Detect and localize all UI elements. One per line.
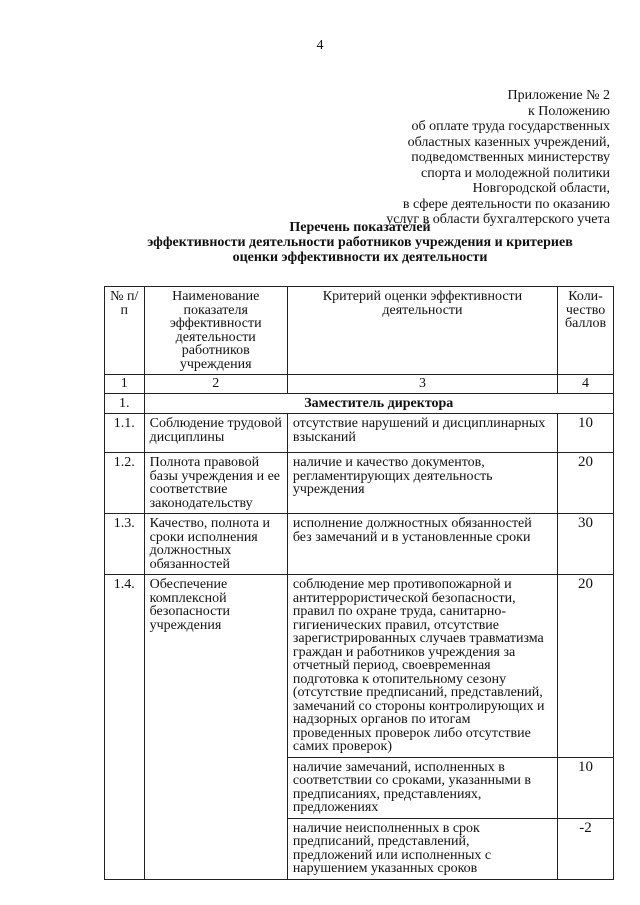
table-row (105, 514, 614, 575)
criteria-cell: соблюдение мер противопожарной и антитеррористической безопасности, правил по охране труда, санитарно-гигиенических правил, отсутствие зарегистрированных случаев травматизма граждан и работников учреждения за отчетный период, своевременная подготовка к отопительному сезону (отсутствие предписаний, представлений, замечаний со стороны контролирующих и надзорных органов по итогам проведенных проверок либо отсутствие самих проверок) (287, 575, 557, 758)
indicator-cell: Соблюдение трудовой дисциплины (144, 414, 287, 453)
criteria-cell: отсутствие нарушений и дисциплинарных взысканий (287, 414, 557, 453)
table-row (105, 575, 614, 758)
page-number: 4 (316, 38, 324, 53)
document-title (120, 220, 600, 265)
title-line: эффективности деятельности работников учреждения и критериев (147, 235, 573, 250)
section-number: 1. (105, 393, 145, 414)
row-number: 1.2. (105, 453, 145, 514)
header-cell: Критерий оценки эффективности деятельности (287, 287, 557, 375)
column-number: 2 (144, 375, 287, 394)
row-number: 1.4. (105, 575, 145, 880)
section-title: Заместитель директора (144, 393, 613, 414)
points-cell: 10 (558, 757, 614, 818)
column-number: 1 (105, 375, 145, 394)
indicators-table (104, 286, 614, 880)
appendix-line: об оплате труда государственных (411, 119, 610, 134)
points-cell: 10 (558, 414, 614, 453)
criteria-cell: наличие неисполненных в срок предписаний, представлений, предложений или исполненных с нарушением указанных сроков (287, 818, 557, 879)
appendix-line: областных казенных учреждений, (407, 134, 610, 150)
indicator-cell: Полнота правовой базы учреждения и ее соответствие законодательству (144, 453, 287, 514)
criteria-cell: исполнение должностных обязанностей без замечаний и в установленные сроки (287, 514, 557, 575)
column-number-row (105, 375, 614, 394)
appendix-line: в сфере деятельности по оказанию (402, 196, 610, 212)
row-number: 1.3. (105, 514, 145, 575)
table-row (105, 414, 614, 453)
appendix-header (330, 88, 610, 228)
table-header-row (105, 287, 614, 375)
header-cell: № п/п (105, 287, 145, 375)
points-cell: -2 (558, 818, 614, 879)
appendix-line: Приложение № 2 (507, 88, 610, 103)
column-number: 3 (287, 375, 557, 394)
title-line: Перечень показателей (289, 220, 431, 235)
row-number: 1.1. (105, 414, 145, 453)
header-cell: Коли-чество баллов (558, 287, 614, 375)
criteria-cell: наличие замечаний, исполненных в соответствии со сроками, указанными в предписаниях, представлениях, предложениях (287, 757, 557, 818)
header-cell: Наименование показателя эффективности деятельности работников учреждения (144, 287, 287, 375)
criteria-cell: наличие и качество документов, регламентирующих деятельность учреждения (287, 453, 557, 514)
indicator-cell: Обеспечение комплексной безопасности учреждения (144, 575, 287, 880)
column-number: 4 (558, 375, 614, 394)
table-row (105, 453, 614, 514)
indicator-cell: Качество, полнота и сроки исполнения должностных обязанностей (144, 514, 287, 575)
points-cell: 20 (558, 453, 614, 514)
points-cell: 20 (558, 575, 614, 758)
points-cell: 30 (558, 514, 614, 575)
title-line: оценки эффективности их деятельности (232, 250, 488, 265)
appendix-line: к Положению (527, 103, 610, 119)
appendix-line: Новгородской области, (472, 181, 610, 196)
section-row (105, 393, 614, 414)
appendix-line: подведомственных министерству (411, 150, 610, 165)
appendix-line: спорта и молодежной политики (421, 165, 610, 181)
appendix-line: услуг в области бухгалтерского учета (386, 212, 610, 227)
